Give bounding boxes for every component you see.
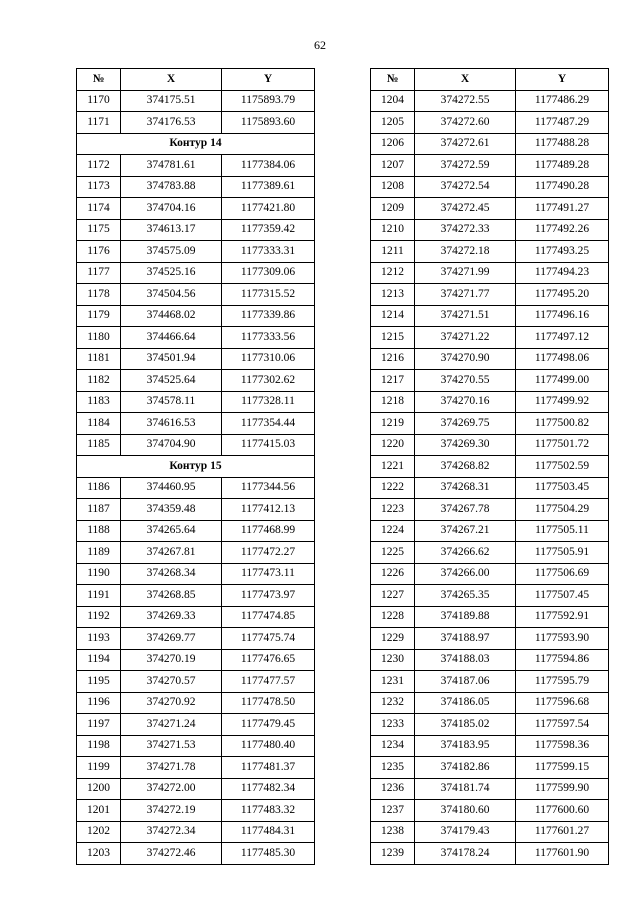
table-row xyxy=(77,671,315,693)
x-coordinate-cell: 374271.51 xyxy=(415,305,516,327)
x-coordinate-cell: 374267.78 xyxy=(415,499,516,521)
point-number-cell: 1190 xyxy=(77,563,121,585)
point-number-cell: 1220 xyxy=(371,434,415,456)
table-row xyxy=(371,520,609,542)
y-coordinate-cell: 1177484.31 xyxy=(222,821,315,843)
y-coordinate-cell: 1177485.30 xyxy=(222,843,315,865)
y-coordinate-cell: 1177507.45 xyxy=(516,585,609,607)
point-number-cell: 1185 xyxy=(77,434,121,456)
table-row xyxy=(371,434,609,456)
point-number-cell: 1204 xyxy=(371,90,415,112)
x-coordinate-cell: 374270.16 xyxy=(415,391,516,413)
point-number-cell: 1227 xyxy=(371,585,415,607)
y-coordinate-cell: 1177506.69 xyxy=(516,563,609,585)
y-coordinate-cell: 1177333.31 xyxy=(222,241,315,263)
y-coordinate-cell: 1177487.29 xyxy=(516,112,609,134)
table-row xyxy=(77,585,315,607)
x-coordinate-cell: 374272.55 xyxy=(415,90,516,112)
point-number-cell: 1222 xyxy=(371,477,415,499)
y-coordinate-cell: 1177505.11 xyxy=(516,520,609,542)
x-coordinate-cell: 374525.16 xyxy=(121,262,222,284)
x-coordinate-cell: 374269.77 xyxy=(121,628,222,650)
table-row xyxy=(77,348,315,370)
y-coordinate-cell: 1177494.23 xyxy=(516,262,609,284)
table-row xyxy=(371,499,609,521)
table-row xyxy=(77,735,315,757)
table-row xyxy=(371,757,609,779)
table-row xyxy=(77,284,315,306)
y-coordinate-cell: 1177333.56 xyxy=(222,327,315,349)
x-coordinate-cell: 374504.56 xyxy=(121,284,222,306)
table-row xyxy=(77,628,315,650)
point-number-cell: 1195 xyxy=(77,671,121,693)
x-coordinate-cell: 374267.81 xyxy=(121,542,222,564)
point-number-cell: 1230 xyxy=(371,649,415,671)
table-row xyxy=(371,241,609,263)
x-coordinate-cell: 374575.09 xyxy=(121,241,222,263)
y-coordinate-cell: 1177497.12 xyxy=(516,327,609,349)
table-row xyxy=(371,843,609,865)
point-number-cell: 1218 xyxy=(371,391,415,413)
x-coordinate-cell: 374267.21 xyxy=(415,520,516,542)
y-coordinate-cell: 1177483.32 xyxy=(222,800,315,822)
point-number-cell: 1208 xyxy=(371,176,415,198)
header-y: Y xyxy=(516,69,609,91)
point-number-cell: 1203 xyxy=(77,843,121,865)
coordinates-table-left xyxy=(76,68,315,865)
point-number-cell: 1193 xyxy=(77,628,121,650)
x-coordinate-cell: 374271.99 xyxy=(415,262,516,284)
section-row xyxy=(77,133,315,155)
x-coordinate-cell: 374180.60 xyxy=(415,800,516,822)
x-coordinate-cell: 374268.85 xyxy=(121,585,222,607)
table-row xyxy=(371,413,609,435)
table-row xyxy=(371,284,609,306)
y-coordinate-cell: 1177479.45 xyxy=(222,714,315,736)
x-coordinate-cell: 374578.11 xyxy=(121,391,222,413)
table-row xyxy=(371,262,609,284)
x-coordinate-cell: 374266.62 xyxy=(415,542,516,564)
table-row xyxy=(77,821,315,843)
header-y: Y xyxy=(222,69,315,91)
y-coordinate-cell: 1177495.20 xyxy=(516,284,609,306)
point-number-cell: 1229 xyxy=(371,628,415,650)
table-row xyxy=(371,90,609,112)
x-coordinate-cell: 374266.00 xyxy=(415,563,516,585)
x-coordinate-cell: 374183.95 xyxy=(415,735,516,757)
point-number-cell: 1234 xyxy=(371,735,415,757)
header-number: № xyxy=(371,69,415,91)
point-number-cell: 1178 xyxy=(77,284,121,306)
y-coordinate-cell: 1177500.82 xyxy=(516,413,609,435)
table-row xyxy=(77,606,315,628)
point-number-cell: 1236 xyxy=(371,778,415,800)
table-row xyxy=(371,391,609,413)
table-row xyxy=(371,348,609,370)
y-coordinate-cell: 1177498.06 xyxy=(516,348,609,370)
point-number-cell: 1179 xyxy=(77,305,121,327)
table-row xyxy=(371,671,609,693)
point-number-cell: 1182 xyxy=(77,370,121,392)
x-coordinate-cell: 374783.88 xyxy=(121,176,222,198)
x-coordinate-cell: 374272.54 xyxy=(415,176,516,198)
table-row xyxy=(77,327,315,349)
x-coordinate-cell: 374525.64 xyxy=(121,370,222,392)
x-coordinate-cell: 374501.94 xyxy=(121,348,222,370)
table-row xyxy=(371,563,609,585)
point-number-cell: 1214 xyxy=(371,305,415,327)
point-number-cell: 1212 xyxy=(371,262,415,284)
point-number-cell: 1180 xyxy=(77,327,121,349)
table-row xyxy=(77,714,315,736)
point-number-cell: 1239 xyxy=(371,843,415,865)
x-coordinate-cell: 374265.35 xyxy=(415,585,516,607)
x-coordinate-cell: 374269.30 xyxy=(415,434,516,456)
y-coordinate-cell: 1177601.27 xyxy=(516,821,609,843)
point-number-cell: 1188 xyxy=(77,520,121,542)
y-coordinate-cell: 1177475.74 xyxy=(222,628,315,650)
table-row xyxy=(77,434,315,456)
y-coordinate-cell: 1177472.27 xyxy=(222,542,315,564)
x-coordinate-cell: 374268.34 xyxy=(121,563,222,585)
point-number-cell: 1202 xyxy=(77,821,121,843)
y-coordinate-cell: 1177496.16 xyxy=(516,305,609,327)
y-coordinate-cell: 1177597.54 xyxy=(516,714,609,736)
table-row xyxy=(77,649,315,671)
point-number-cell: 1205 xyxy=(371,112,415,134)
table-row xyxy=(371,778,609,800)
point-number-cell: 1187 xyxy=(77,499,121,521)
x-coordinate-cell: 374272.19 xyxy=(121,800,222,822)
table-row xyxy=(371,692,609,714)
y-coordinate-cell: 1177596.68 xyxy=(516,692,609,714)
y-coordinate-cell: 1177421.80 xyxy=(222,198,315,220)
point-number-cell: 1176 xyxy=(77,241,121,263)
table-row xyxy=(77,692,315,714)
table-row xyxy=(371,649,609,671)
x-coordinate-cell: 374704.90 xyxy=(121,434,222,456)
table-row xyxy=(77,843,315,865)
table-row xyxy=(371,800,609,822)
table-body-left xyxy=(77,90,315,864)
header-x: X xyxy=(121,69,222,91)
point-number-cell: 1173 xyxy=(77,176,121,198)
x-coordinate-cell: 374270.19 xyxy=(121,649,222,671)
table-row xyxy=(371,542,609,564)
table-row xyxy=(77,413,315,435)
x-coordinate-cell: 374359.48 xyxy=(121,499,222,521)
point-number-cell: 1225 xyxy=(371,542,415,564)
y-coordinate-cell: 1177592.91 xyxy=(516,606,609,628)
point-number-cell: 1237 xyxy=(371,800,415,822)
y-coordinate-cell: 1177486.29 xyxy=(516,90,609,112)
table-row xyxy=(371,133,609,155)
x-coordinate-cell: 374270.57 xyxy=(121,671,222,693)
table-row xyxy=(77,90,315,112)
x-coordinate-cell: 374186.05 xyxy=(415,692,516,714)
y-coordinate-cell: 1177473.11 xyxy=(222,563,315,585)
x-coordinate-cell: 374187.06 xyxy=(415,671,516,693)
point-number-cell: 1192 xyxy=(77,606,121,628)
x-coordinate-cell: 374270.92 xyxy=(121,692,222,714)
table-row xyxy=(371,821,609,843)
point-number-cell: 1189 xyxy=(77,542,121,564)
table-row xyxy=(77,778,315,800)
x-coordinate-cell: 374268.31 xyxy=(415,477,516,499)
table-row xyxy=(371,606,609,628)
y-coordinate-cell: 1177478.50 xyxy=(222,692,315,714)
x-coordinate-cell: 374265.64 xyxy=(121,520,222,542)
page-number: 62 xyxy=(314,38,326,52)
y-coordinate-cell: 1177415.03 xyxy=(222,434,315,456)
section-title: Контур 15 xyxy=(77,456,315,478)
table-row xyxy=(371,714,609,736)
point-number-cell: 1235 xyxy=(371,757,415,779)
table-row xyxy=(77,477,315,499)
section-title: Контур 14 xyxy=(77,133,315,155)
table-row xyxy=(77,499,315,521)
table-row xyxy=(77,520,315,542)
x-coordinate-cell: 374270.55 xyxy=(415,370,516,392)
point-number-cell: 1177 xyxy=(77,262,121,284)
y-coordinate-cell: 1177315.52 xyxy=(222,284,315,306)
x-coordinate-cell: 374182.86 xyxy=(415,757,516,779)
section-row xyxy=(77,456,315,478)
y-coordinate-cell: 1177491.27 xyxy=(516,198,609,220)
x-coordinate-cell: 374781.61 xyxy=(121,155,222,177)
x-coordinate-cell: 374616.53 xyxy=(121,413,222,435)
y-coordinate-cell: 1177310.06 xyxy=(222,348,315,370)
y-coordinate-cell: 1177389.61 xyxy=(222,176,315,198)
x-coordinate-cell: 374271.53 xyxy=(121,735,222,757)
y-coordinate-cell: 1177598.36 xyxy=(516,735,609,757)
table-row xyxy=(77,176,315,198)
header-x: X xyxy=(415,69,516,91)
y-coordinate-cell: 1177473.97 xyxy=(222,585,315,607)
table-row xyxy=(77,219,315,241)
y-coordinate-cell: 1177504.29 xyxy=(516,499,609,521)
y-coordinate-cell: 1177477.57 xyxy=(222,671,315,693)
x-coordinate-cell: 374269.33 xyxy=(121,606,222,628)
y-coordinate-cell: 1177593.90 xyxy=(516,628,609,650)
x-coordinate-cell: 374272.18 xyxy=(415,241,516,263)
x-coordinate-cell: 374271.24 xyxy=(121,714,222,736)
x-coordinate-cell: 374468.02 xyxy=(121,305,222,327)
point-number-cell: 1224 xyxy=(371,520,415,542)
point-number-cell: 1210 xyxy=(371,219,415,241)
table-body-right xyxy=(371,90,609,864)
point-number-cell: 1231 xyxy=(371,671,415,693)
y-coordinate-cell: 1177505.91 xyxy=(516,542,609,564)
point-number-cell: 1201 xyxy=(77,800,121,822)
y-coordinate-cell: 1177488.28 xyxy=(516,133,609,155)
y-coordinate-cell: 1177309.06 xyxy=(222,262,315,284)
point-number-cell: 1215 xyxy=(371,327,415,349)
table-row xyxy=(371,585,609,607)
point-number-cell: 1191 xyxy=(77,585,121,607)
point-number-cell: 1199 xyxy=(77,757,121,779)
point-number-cell: 1172 xyxy=(77,155,121,177)
point-number-cell: 1226 xyxy=(371,563,415,585)
table-header-row xyxy=(77,69,315,91)
y-coordinate-cell: 1177328.11 xyxy=(222,391,315,413)
y-coordinate-cell: 1177594.86 xyxy=(516,649,609,671)
y-coordinate-cell: 1177412.13 xyxy=(222,499,315,521)
point-number-cell: 1198 xyxy=(77,735,121,757)
x-coordinate-cell: 374460.95 xyxy=(121,477,222,499)
x-coordinate-cell: 374188.97 xyxy=(415,628,516,650)
y-coordinate-cell: 1177499.92 xyxy=(516,391,609,413)
table-row xyxy=(77,370,315,392)
y-coordinate-cell: 1177595.79 xyxy=(516,671,609,693)
table-row xyxy=(371,176,609,198)
table-row xyxy=(371,155,609,177)
point-number-cell: 1170 xyxy=(77,90,121,112)
point-number-cell: 1174 xyxy=(77,198,121,220)
y-coordinate-cell: 1177499.00 xyxy=(516,370,609,392)
point-number-cell: 1183 xyxy=(77,391,121,413)
table-row xyxy=(371,370,609,392)
point-number-cell: 1184 xyxy=(77,413,121,435)
y-coordinate-cell: 1177468.99 xyxy=(222,520,315,542)
x-coordinate-cell: 374271.78 xyxy=(121,757,222,779)
x-coordinate-cell: 374271.22 xyxy=(415,327,516,349)
x-coordinate-cell: 374272.61 xyxy=(415,133,516,155)
table-row xyxy=(77,391,315,413)
y-coordinate-cell: 1177354.44 xyxy=(222,413,315,435)
x-coordinate-cell: 374272.46 xyxy=(121,843,222,865)
y-coordinate-cell: 1177302.62 xyxy=(222,370,315,392)
x-coordinate-cell: 374272.59 xyxy=(415,155,516,177)
x-coordinate-cell: 374466.64 xyxy=(121,327,222,349)
x-coordinate-cell: 374181.74 xyxy=(415,778,516,800)
x-coordinate-cell: 374268.82 xyxy=(415,456,516,478)
point-number-cell: 1207 xyxy=(371,155,415,177)
table-row xyxy=(77,241,315,263)
table-header-row xyxy=(371,69,609,91)
table-row xyxy=(371,219,609,241)
x-coordinate-cell: 374272.45 xyxy=(415,198,516,220)
y-coordinate-cell: 1177339.86 xyxy=(222,305,315,327)
table-row xyxy=(77,800,315,822)
point-number-cell: 1228 xyxy=(371,606,415,628)
point-number-cell: 1181 xyxy=(77,348,121,370)
point-number-cell: 1171 xyxy=(77,112,121,134)
y-coordinate-cell: 1177493.25 xyxy=(516,241,609,263)
table-row xyxy=(371,112,609,134)
point-number-cell: 1186 xyxy=(77,477,121,499)
y-coordinate-cell: 1177480.40 xyxy=(222,735,315,757)
table-row xyxy=(77,262,315,284)
x-coordinate-cell: 374271.77 xyxy=(415,284,516,306)
x-coordinate-cell: 374179.43 xyxy=(415,821,516,843)
point-number-cell: 1217 xyxy=(371,370,415,392)
header-number: № xyxy=(77,69,121,91)
table-row xyxy=(371,628,609,650)
y-coordinate-cell: 1175893.60 xyxy=(222,112,315,134)
y-coordinate-cell: 1177601.90 xyxy=(516,843,609,865)
table-row xyxy=(371,198,609,220)
y-coordinate-cell: 1177384.06 xyxy=(222,155,315,177)
y-coordinate-cell: 1177600.60 xyxy=(516,800,609,822)
x-coordinate-cell: 374704.16 xyxy=(121,198,222,220)
x-coordinate-cell: 374176.53 xyxy=(121,112,222,134)
point-number-cell: 1221 xyxy=(371,456,415,478)
point-number-cell: 1219 xyxy=(371,413,415,435)
point-number-cell: 1197 xyxy=(77,714,121,736)
point-number-cell: 1209 xyxy=(371,198,415,220)
point-number-cell: 1196 xyxy=(77,692,121,714)
point-number-cell: 1206 xyxy=(371,133,415,155)
point-number-cell: 1233 xyxy=(371,714,415,736)
y-coordinate-cell: 1175893.79 xyxy=(222,90,315,112)
point-number-cell: 1238 xyxy=(371,821,415,843)
y-coordinate-cell: 1177474.85 xyxy=(222,606,315,628)
table-row xyxy=(371,327,609,349)
x-coordinate-cell: 374178.24 xyxy=(415,843,516,865)
y-coordinate-cell: 1177481.37 xyxy=(222,757,315,779)
point-number-cell: 1223 xyxy=(371,499,415,521)
y-coordinate-cell: 1177501.72 xyxy=(516,434,609,456)
table-row xyxy=(371,456,609,478)
point-number-cell: 1211 xyxy=(371,241,415,263)
table-row xyxy=(77,112,315,134)
x-coordinate-cell: 374272.34 xyxy=(121,821,222,843)
point-number-cell: 1175 xyxy=(77,219,121,241)
x-coordinate-cell: 374272.33 xyxy=(415,219,516,241)
y-coordinate-cell: 1177503.45 xyxy=(516,477,609,499)
table-row xyxy=(77,563,315,585)
y-coordinate-cell: 1177492.26 xyxy=(516,219,609,241)
x-coordinate-cell: 374613.17 xyxy=(121,219,222,241)
point-number-cell: 1216 xyxy=(371,348,415,370)
x-coordinate-cell: 374189.88 xyxy=(415,606,516,628)
x-coordinate-cell: 374175.51 xyxy=(121,90,222,112)
point-number-cell: 1232 xyxy=(371,692,415,714)
x-coordinate-cell: 374270.90 xyxy=(415,348,516,370)
table-row xyxy=(77,757,315,779)
x-coordinate-cell: 374188.03 xyxy=(415,649,516,671)
x-coordinate-cell: 374272.00 xyxy=(121,778,222,800)
y-coordinate-cell: 1177476.65 xyxy=(222,649,315,671)
y-coordinate-cell: 1177490.28 xyxy=(516,176,609,198)
table-row xyxy=(371,305,609,327)
table-row xyxy=(77,155,315,177)
table-row xyxy=(371,735,609,757)
point-number-cell: 1194 xyxy=(77,649,121,671)
y-coordinate-cell: 1177359.42 xyxy=(222,219,315,241)
y-coordinate-cell: 1177344.56 xyxy=(222,477,315,499)
table-row xyxy=(77,542,315,564)
y-coordinate-cell: 1177502.59 xyxy=(516,456,609,478)
y-coordinate-cell: 1177482.34 xyxy=(222,778,315,800)
coordinates-table-right xyxy=(370,68,609,865)
table-row xyxy=(371,477,609,499)
x-coordinate-cell: 374269.75 xyxy=(415,413,516,435)
y-coordinate-cell: 1177489.28 xyxy=(516,155,609,177)
x-coordinate-cell: 374272.60 xyxy=(415,112,516,134)
y-coordinate-cell: 1177599.90 xyxy=(516,778,609,800)
x-coordinate-cell: 374185.02 xyxy=(415,714,516,736)
y-coordinate-cell: 1177599.15 xyxy=(516,757,609,779)
table-row xyxy=(77,305,315,327)
table-row xyxy=(77,198,315,220)
point-number-cell: 1200 xyxy=(77,778,121,800)
point-number-cell: 1213 xyxy=(371,284,415,306)
